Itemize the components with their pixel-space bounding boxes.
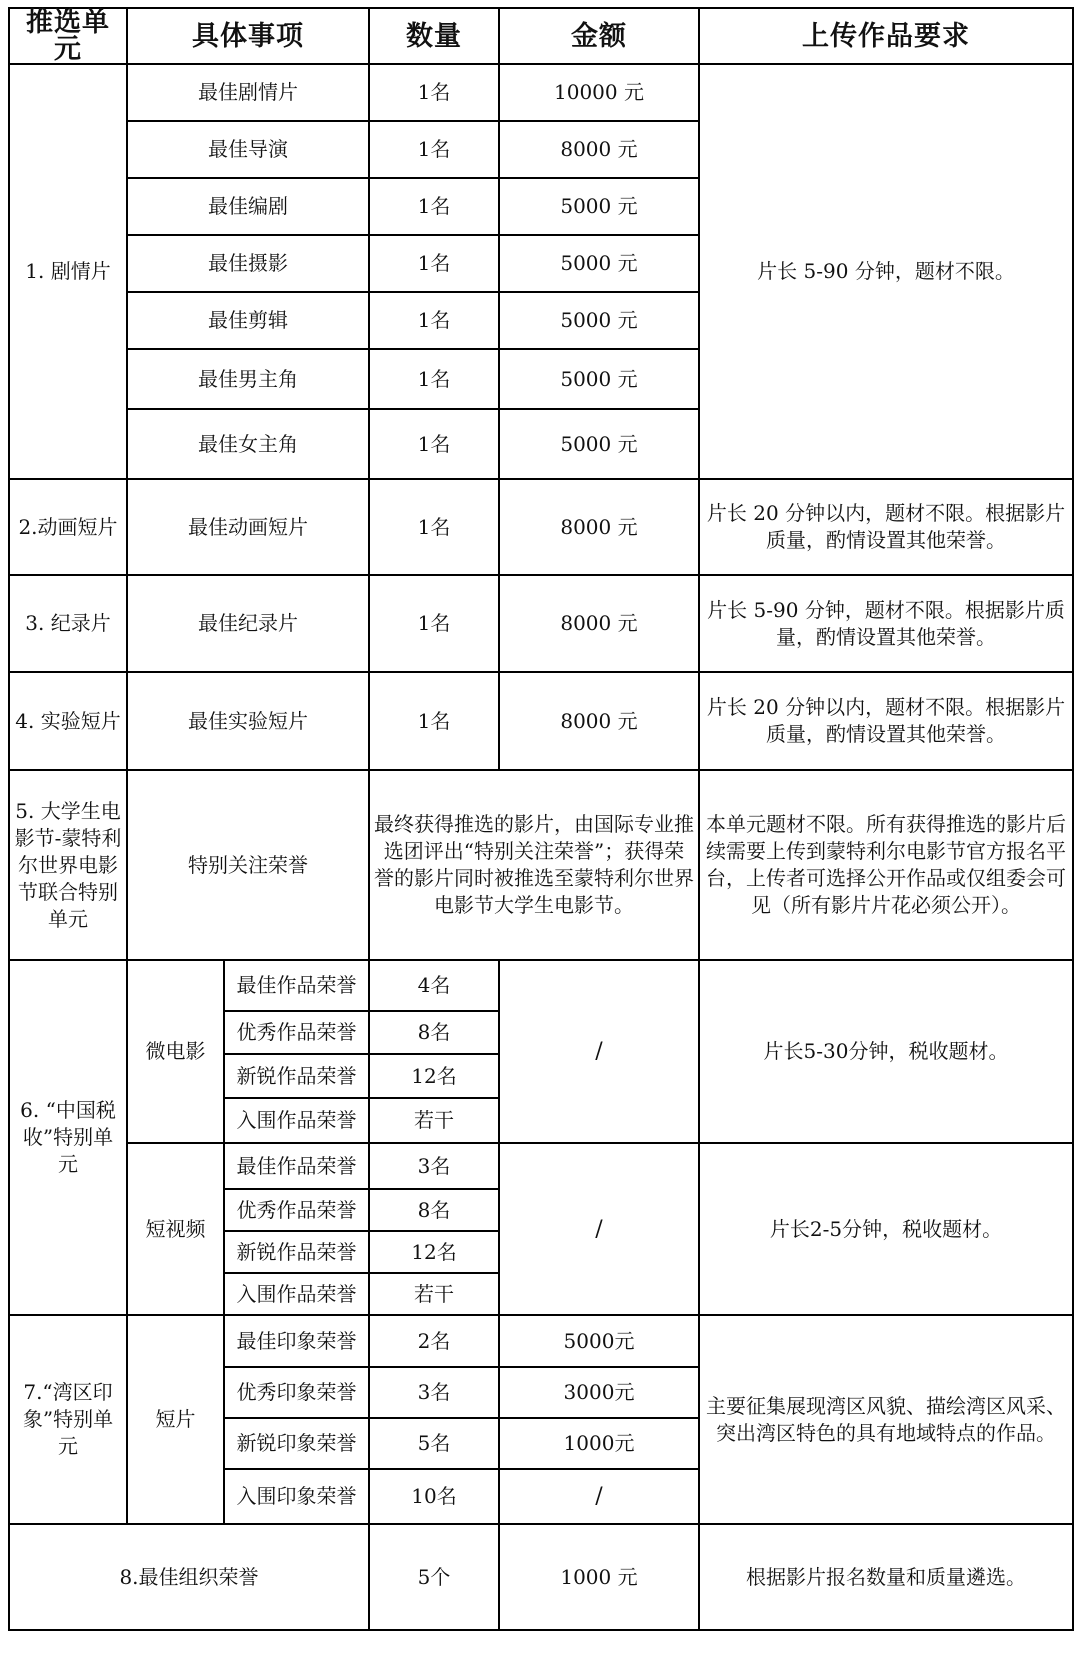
amount-cell: 5000 元	[499, 349, 699, 409]
qty-cell: 若干	[369, 1273, 499, 1315]
item-cell: 最佳印象荣誉	[224, 1315, 369, 1367]
table-row	[9, 575, 1073, 672]
amount-cell: 5000 元	[499, 292, 699, 349]
item-cell: 最佳作品荣誉	[224, 960, 369, 1011]
amount-cell: /	[499, 1143, 699, 1315]
unit-experimental: 4. 实验短片	[9, 672, 127, 770]
amount-cell: 8000 元	[499, 575, 699, 672]
table-row	[9, 479, 1073, 575]
qty-cell: 1名	[369, 672, 499, 770]
qty-cell: 3名	[369, 1367, 499, 1418]
item-cell: 优秀印象荣誉	[224, 1367, 369, 1418]
unit-montreal: 5. 大学生电影节-蒙特利尔世界电影节联合特别单元	[9, 770, 127, 960]
unit-bay-area: 7.“湾区印象”特别单元	[9, 1315, 127, 1524]
amount-cell: /	[499, 960, 699, 1143]
amount-cell: 8000 元	[499, 121, 699, 178]
qty-cell: 2名	[369, 1315, 499, 1367]
amount-cell: 1000 元	[499, 1524, 699, 1630]
amount-cell: 5000 元	[499, 235, 699, 292]
amount-cell: 5000 元	[499, 409, 699, 479]
amount-cell: 8000 元	[499, 672, 699, 770]
requirement-drama: 片长 5-90 分钟，题材不限。	[699, 64, 1073, 479]
qty-cell: 1名	[369, 292, 499, 349]
unit-animation: 2.动画短片	[9, 479, 127, 575]
qty-cell: 10名	[369, 1469, 499, 1524]
item-cell: 最佳剪辑	[127, 292, 369, 349]
requirement-montreal: 本单元题材不限。所有获得推选的影片后续需要上传到蒙特利尔电影节官方报名平台，上传者可选择公开作品或仅组委会可见（所有影片片花必须公开）。	[699, 770, 1073, 960]
category-short-video: 短视频	[127, 1143, 224, 1315]
item-cell: 入围作品荣誉	[224, 1273, 369, 1315]
requirement-short-video: 片长2-5分钟，税收题材。	[699, 1143, 1073, 1315]
requirement-documentary: 片长 5-90 分钟，题材不限。根据影片质量，酌情设置其他荣誉。	[699, 575, 1073, 672]
table-row	[9, 64, 1073, 121]
table-row	[9, 1315, 1073, 1367]
header-unit: 推选单元	[9, 8, 127, 64]
amount-cell: 10000 元	[499, 64, 699, 121]
item-cell: 入围作品荣誉	[224, 1098, 369, 1143]
category-short-film: 短片	[127, 1315, 224, 1524]
header-amount: 金额	[499, 8, 699, 64]
qty-cell: 12名	[369, 1231, 499, 1273]
item-cell: 新锐印象荣誉	[224, 1418, 369, 1469]
item-cell: 特别关注荣誉	[127, 770, 369, 960]
item-cell: 新锐作品荣誉	[224, 1054, 369, 1098]
qty-cell: 1名	[369, 409, 499, 479]
amount-cell: 8000 元	[499, 479, 699, 575]
qty-cell: 1名	[369, 121, 499, 178]
requirement-bay-area: 主要征集展现湾区风貌、描绘湾区风采、突出湾区特色的具有地域特点的作品。	[699, 1315, 1073, 1524]
qty-cell: 若干	[369, 1098, 499, 1143]
item-cell: 最佳摄影	[127, 235, 369, 292]
item-cell: 最佳编剧	[127, 178, 369, 235]
qty-cell: 8名	[369, 1011, 499, 1054]
unit-drama: 1. 剧情片	[9, 64, 127, 479]
qty-cell: 1名	[369, 349, 499, 409]
unit-tax: 6. “中国税收”特别单元	[9, 960, 127, 1315]
requirement-micro-film: 片长5-30分钟，税收题材。	[699, 960, 1073, 1143]
item-cell: 优秀作品荣誉	[224, 1189, 369, 1231]
awards-table	[8, 7, 1074, 1631]
item-cell: 最佳剧情片	[127, 64, 369, 121]
requirement-animation: 片长 20 分钟以内，题材不限。根据影片质量，酌情设置其他荣誉。	[699, 479, 1073, 575]
amount-cell: 5000 元	[499, 178, 699, 235]
item-cell: 最佳男主角	[127, 349, 369, 409]
header-requirement: 上传作品要求	[699, 8, 1073, 64]
amount-cell: /	[499, 1469, 699, 1524]
header-item: 具体事项	[127, 8, 369, 64]
item-cell: 最佳导演	[127, 121, 369, 178]
item-cell: 入围印象荣誉	[224, 1469, 369, 1524]
requirement-organization: 根据影片报名数量和质量遴选。	[699, 1524, 1073, 1630]
amount-cell: 3000元	[499, 1367, 699, 1418]
qty-cell: 1名	[369, 235, 499, 292]
item-cell: 最佳作品荣誉	[224, 1143, 369, 1189]
item-cell: 最佳动画短片	[127, 479, 369, 575]
table-row	[9, 672, 1073, 770]
table-row	[9, 1524, 1073, 1630]
header-qty: 数量	[369, 8, 499, 64]
amount-cell: 5000元	[499, 1315, 699, 1367]
table-row	[9, 770, 1073, 960]
item-cell: 最佳实验短片	[127, 672, 369, 770]
item-cell: 最佳纪录片	[127, 575, 369, 672]
header-row	[9, 8, 1073, 64]
item-cell: 新锐作品荣誉	[224, 1231, 369, 1273]
item-cell: 最佳女主角	[127, 409, 369, 479]
qty-cell: 8名	[369, 1189, 499, 1231]
qty-cell: 3名	[369, 1143, 499, 1189]
qty-cell: 5个	[369, 1524, 499, 1630]
unit-documentary: 3. 纪录片	[9, 575, 127, 672]
table-row	[9, 960, 1073, 1011]
qty-cell: 5名	[369, 1418, 499, 1469]
requirement-experimental: 片长 20 分钟以内，题材不限。根据影片质量，酌情设置其他荣誉。	[699, 672, 1073, 770]
qty-cell: 1名	[369, 178, 499, 235]
qty-cell: 4名	[369, 960, 499, 1011]
detail-montreal: 最终获得推选的影片，由国际专业推选团评出“特别关注荣誉”；获得荣誉的影片同时被推选至蒙特利尔世界电影节大学生电影节。	[369, 770, 699, 960]
qty-cell: 12名	[369, 1054, 499, 1098]
table-row	[9, 1143, 1073, 1189]
item-organization: 8.最佳组织荣誉	[9, 1524, 369, 1630]
qty-cell: 1名	[369, 479, 499, 575]
amount-cell: 1000元	[499, 1418, 699, 1469]
qty-cell: 1名	[369, 64, 499, 121]
category-micro-film: 微电影	[127, 960, 224, 1143]
item-cell: 优秀作品荣誉	[224, 1011, 369, 1054]
qty-cell: 1名	[369, 575, 499, 672]
